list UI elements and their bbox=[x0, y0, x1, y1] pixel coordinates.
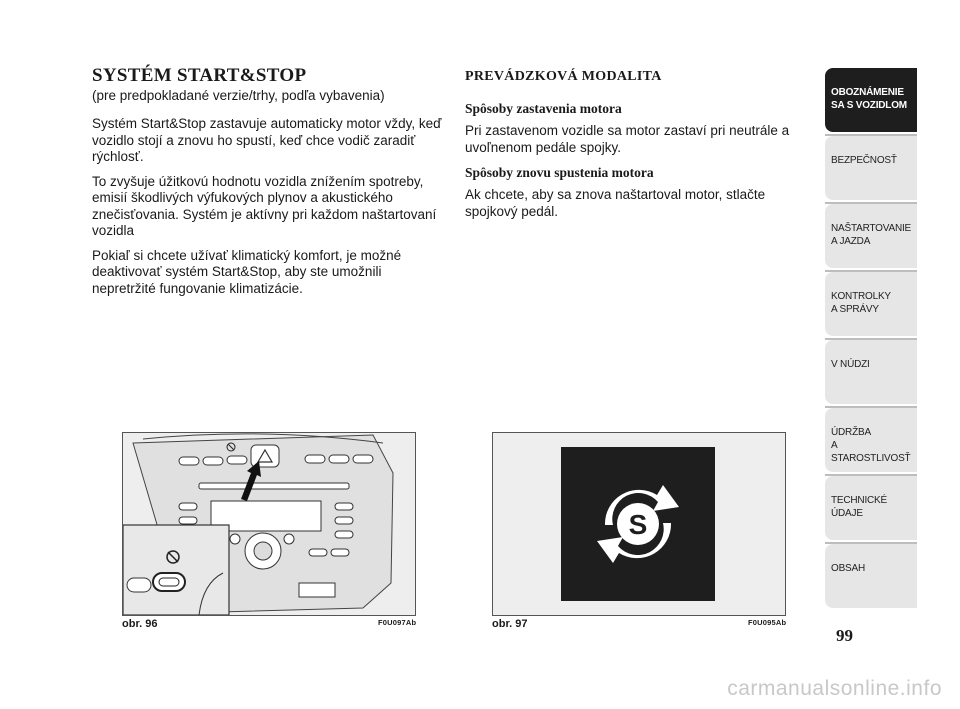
section-subtitle: (pre predpokladané verzie/trhy, podľa vybavenia) bbox=[92, 88, 385, 103]
paragraph-2: To zvyšuje úžitkovú hodnotu vozidla znížením spotreby, emisií škodlivých výfukových plynov a akustického znečisťovania. Systém je aktívny pri každom naštartovaní vozidla bbox=[92, 173, 437, 238]
tab-contents[interactable] bbox=[825, 544, 917, 608]
tab-label-line2: A SPRÁVY bbox=[831, 304, 879, 315]
tab-label-line1: BEZPEČNOSŤ bbox=[831, 155, 897, 166]
figure-97-code: F0U095Ab bbox=[748, 618, 787, 627]
figure-97-caption: obr. 97 bbox=[492, 618, 528, 630]
figure-96-code: F0U097Ab bbox=[378, 618, 417, 627]
tab-getting-to-know[interactable] bbox=[825, 68, 917, 132]
page-number: 99 bbox=[836, 626, 853, 645]
tab-label-line2: SA S VOZIDLOM bbox=[831, 100, 907, 111]
tab-label-line2: A JAZDA bbox=[831, 236, 871, 247]
tab-maintenance[interactable] bbox=[825, 408, 917, 472]
watermark: carmanualsonline.info bbox=[727, 677, 942, 700]
tab-label-line1: V NÚDZI bbox=[831, 359, 870, 370]
engine-restart-text: Ak chcete, aby sa znova naštartoval motor, stlačte spojkový pedál. bbox=[465, 187, 766, 219]
paragraph-1: Systém Start&Stop zastavuje automaticky motor vždy, keď vozidlo stojí a znovu ho spustí, keď chce vodič zaradiť rýchlosť. bbox=[92, 116, 442, 164]
tab-safety[interactable] bbox=[825, 136, 917, 200]
tab-label-line1: KONTROLKY bbox=[831, 291, 891, 302]
engine-stop-title: Spôsoby zastavenia motora bbox=[465, 101, 622, 116]
tab-label-line1: OBSAH bbox=[831, 563, 866, 574]
figure-96-caption: obr. 96 bbox=[122, 618, 158, 630]
tab-label-line2: A STAROSTLIVOSŤ bbox=[831, 440, 911, 464]
tab-label-line1: NAŠTARTOVANIE bbox=[831, 223, 912, 234]
tab-label-line1: TECHNICKÉ bbox=[831, 495, 887, 506]
figure-dashboard-button bbox=[122, 432, 416, 616]
tab-emergency[interactable] bbox=[825, 340, 917, 404]
operating-mode-title: PREVÁDZKOVÁ MODALITA bbox=[465, 69, 662, 84]
dashboard-illustration bbox=[123, 433, 415, 615]
engine-stop-text: Pri zastavenom vozidle sa motor zastaví pri neutrále a uvoľnenom pedále spojky. bbox=[465, 123, 790, 155]
tab-starting-driving[interactable] bbox=[825, 204, 917, 268]
tab-technical-data[interactable] bbox=[825, 476, 917, 540]
figure-start-stop-symbol bbox=[492, 432, 786, 616]
section-title-start-stop: SYSTÉM START&STOP bbox=[92, 65, 307, 86]
tab-label-line1: OBOZNÁMENIE bbox=[831, 87, 904, 98]
paragraph-3: Pokiaľ si chcete užívať klimatický komfort, je možné deaktivovať systém Start&Stop, aby ste umožnili nepretržité fungovanie klimatizácie. bbox=[92, 247, 402, 296]
tab-label-line1: ÚDRŽBA bbox=[831, 427, 871, 438]
tab-warning-lights[interactable] bbox=[825, 272, 917, 336]
left-column bbox=[92, 66, 444, 305]
right-column bbox=[465, 68, 795, 228]
tab-label-line2: ÚDAJE bbox=[831, 508, 863, 519]
symbol-letter: S bbox=[628, 509, 648, 540]
engine-restart-title: Spôsoby znovu spustenia motora bbox=[465, 165, 654, 180]
